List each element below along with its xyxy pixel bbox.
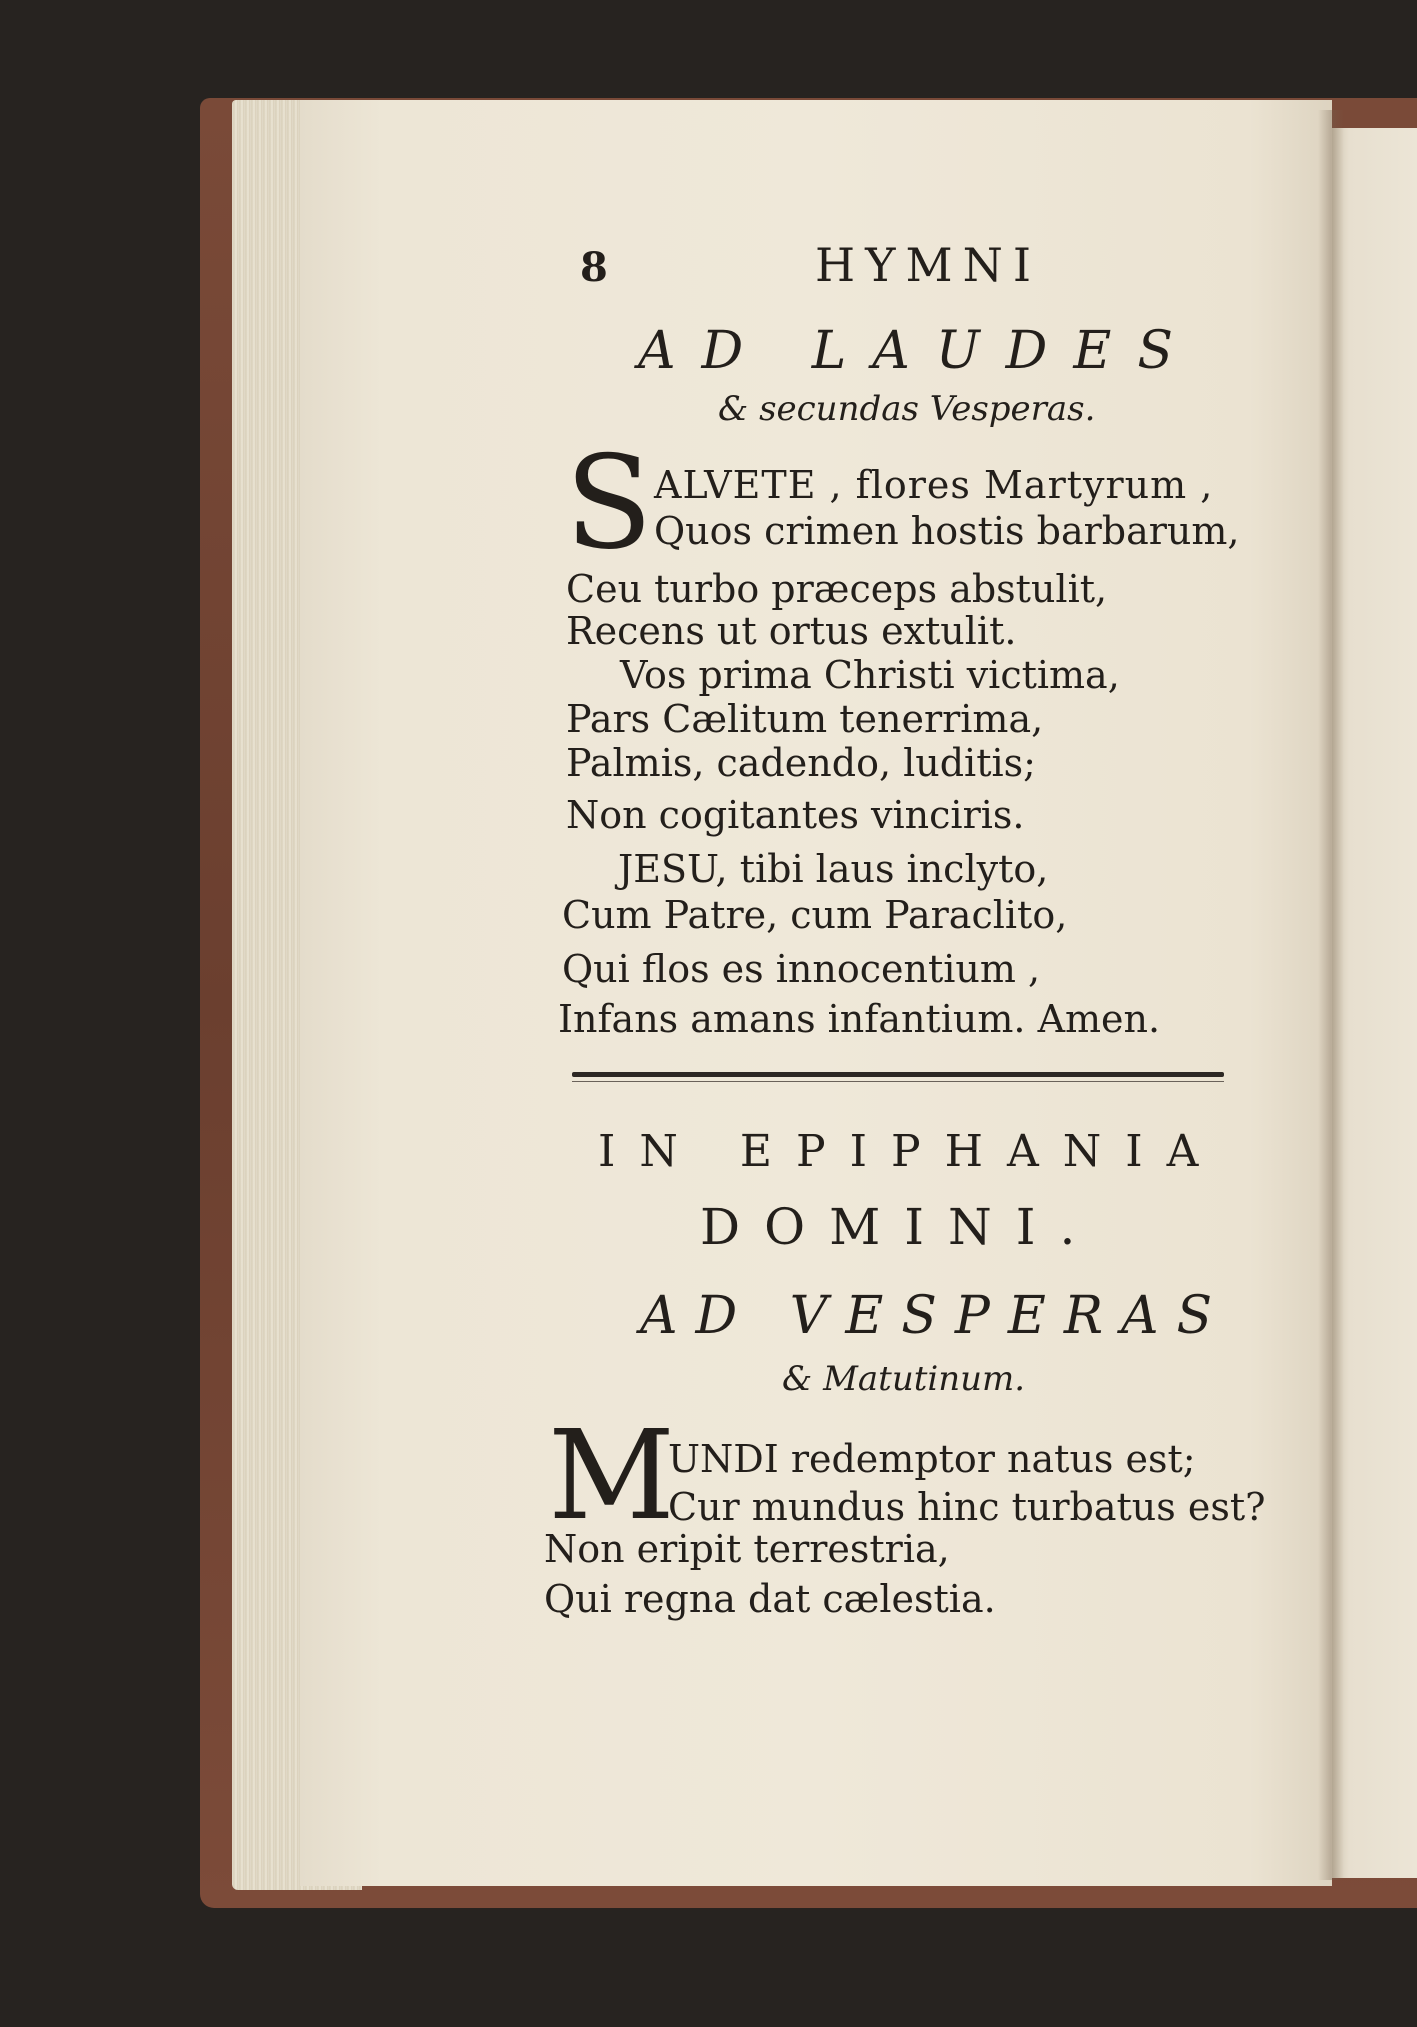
section1-line: Qui flos es innocentium , bbox=[562, 947, 1041, 991]
section1-subheading: & secundas Vesperas. bbox=[718, 389, 1096, 429]
section1-line: Palmis, cadendo, luditis; bbox=[566, 741, 1036, 785]
section2-title-line2: DOMINI. bbox=[700, 1198, 1100, 1256]
section2-line: Non eripit terrestria, bbox=[544, 1527, 950, 1571]
section1-line: Quos crimen hostis barbarum, bbox=[654, 509, 1240, 553]
section2-line: Qui regna dat cælestia. bbox=[544, 1577, 996, 1621]
section1-line: JESU, tibi laus inclyto, bbox=[618, 847, 1049, 891]
section1-line: Ceu turbo præceps abstulit, bbox=[566, 567, 1108, 611]
section1-line: Pars Cælitum tenerrima, bbox=[566, 697, 1044, 741]
section1-line: ALVETE , flores Martyrum , bbox=[654, 463, 1214, 507]
section1-dropcap: S bbox=[565, 429, 653, 578]
section1-line: Cum Patre, cum Paraclito, bbox=[562, 893, 1068, 937]
section1-line: Non cogitantes vinciris. bbox=[566, 793, 1025, 837]
section2-line: UNDI redemptor natus est; bbox=[668, 1437, 1196, 1481]
section-divider-thin bbox=[572, 1081, 1224, 1082]
section2-dropcap: M bbox=[548, 1404, 675, 1548]
running-head: HYMNI bbox=[815, 238, 1042, 292]
section1-heading: AD LAUDES bbox=[638, 321, 1199, 381]
section1-line: Vos prima Christi victima, bbox=[620, 653, 1120, 697]
gutter-shadow bbox=[1318, 110, 1344, 1880]
section1-line: Infans amans infantium. Amen. bbox=[558, 997, 1161, 1041]
section2-title-line1: IN EPIPHANIA bbox=[598, 1126, 1223, 1177]
section1-line: Recens ut ortus extulit. bbox=[566, 609, 1017, 653]
page-number: 8 bbox=[580, 244, 608, 291]
section2-line: Cur mundus hinc turbatus est? bbox=[668, 1485, 1266, 1529]
section2-subheading: & Matutinum. bbox=[782, 1359, 1026, 1399]
section-divider bbox=[572, 1072, 1224, 1077]
section2-heading: AD VESPERAS bbox=[640, 1286, 1231, 1346]
facing-page bbox=[1332, 128, 1417, 1878]
